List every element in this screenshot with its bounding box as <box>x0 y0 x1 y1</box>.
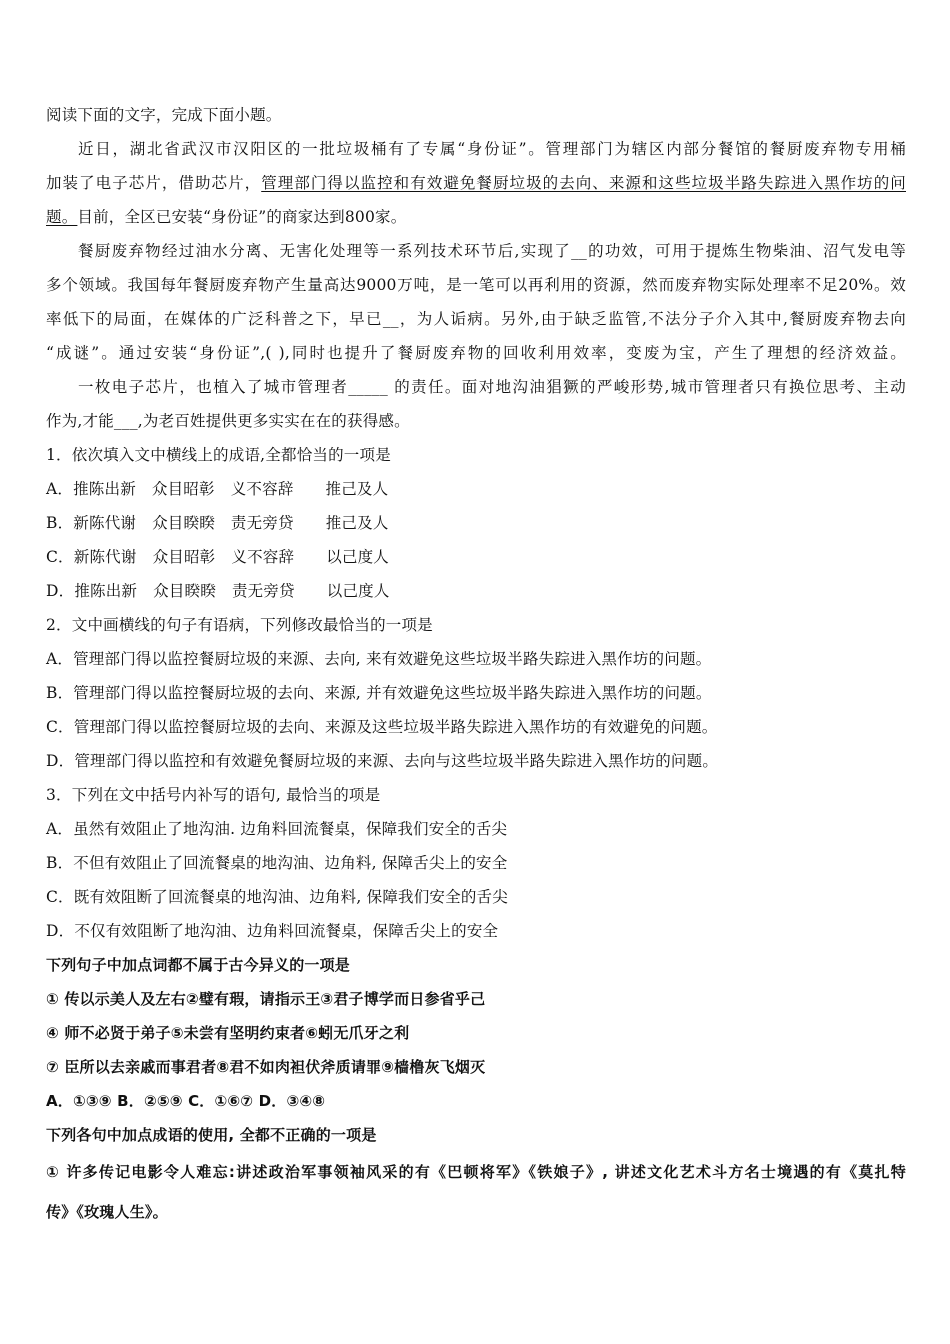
answer-option[interactable]: D．管理部门得以监控和有效避免餐厨垃圾的来源、去向与这些垃圾半路失踪进入黑作坊的问题。 <box>46 752 719 770</box>
option-item: 责无旁贷 <box>230 514 294 532</box>
option-item: 众目昭彰 <box>152 548 216 566</box>
option-item: 新陈代谢 <box>73 514 137 532</box>
question-5 <box>46 1118 906 1232</box>
question-item-line: ④ 师不必贤于弟子⑤未尝有坚明约束者⑥蚓无爪牙之利 <box>46 1024 410 1042</box>
question-item-line: ① 许多传记电影令人难忘:讲述政治军事领袖风采的有《巴顿将军》《铁娘子》, 讲述文化艺术斗方名士境遇的有《莫扎特 <box>46 1163 906 1181</box>
answer-option[interactable] <box>46 472 906 506</box>
option-item: 众目昭彰 <box>151 480 215 498</box>
option-item: 以己度人 <box>326 582 390 600</box>
underlined-sentence: 题。 <box>46 208 78 226</box>
question-stem: 2．文中画横线的句子有语病，下列修改最恰当的一项是 <box>46 616 433 634</box>
option-item: 义不容辞 <box>230 480 294 498</box>
passage-text: 加装了电子芯片，借助芯片， <box>46 174 262 192</box>
question-item-line: ⑦ 臣所以去亲戚而事君者⑧君不如肉袒伏斧质请罪⑨樯橹灰飞烟灭 <box>46 1058 486 1076</box>
passage-line: “成谜”。通过安装“身份证”,( ),同时也提升了餐厨废弃物的回收利用效率，变废为宝，产生了理想的经济效益。 <box>46 344 906 362</box>
answer-option[interactable]: A．管理部门得以监控餐厨垃圾的来源、去向, 来有效避免这些垃圾半路失踪进入黑作坊的问题。 <box>46 650 712 668</box>
answer-option[interactable]: B．管理部门得以监控餐厨垃圾的去向、来源, 并有效避免这些垃圾半路失踪进入黑作坊的问题。 <box>46 684 712 702</box>
option-key: C． <box>46 548 74 566</box>
question-item-line: 传》《玫瑰人生》。 <box>46 1203 168 1221</box>
intro-instruction: 阅读下面的文字，完成下面小题。 <box>46 106 282 124</box>
option-item: 推己及人 <box>325 514 389 532</box>
option-key: B． <box>46 514 74 532</box>
answer-option[interactable]: D．不仅有效阻断了地沟油、边角料回流餐桌，保障舌尖上的安全 <box>46 922 499 940</box>
answer-option[interactable] <box>46 540 906 574</box>
answer-option[interactable] <box>46 574 906 608</box>
option-item: 推陈出新 <box>74 582 138 600</box>
question-item-line: ① 传以示美人及左右②璧有瑕，请指示王③君子博学而日参省乎己 <box>46 990 486 1008</box>
passage-line <box>46 166 906 200</box>
option-item: 推陈出新 <box>73 480 136 498</box>
passage-line: 率低下的局面，在媒体的广泛科普之下，早已__，为人诟病。另外,由于缺乏监管,不法分子介入其中,餐厨废弃物去向 <box>46 310 906 328</box>
option-item: 责无旁贷 <box>231 582 295 600</box>
passage-line <box>46 200 906 234</box>
option-key: A． <box>46 480 74 498</box>
reading-passage <box>46 132 906 438</box>
passage-line: 一枚电子芯片，也植入了城市管理者_____ 的责任。面对地沟油猖獗的严峻形势,城市管理者只有换位思考、主动 <box>78 378 906 396</box>
document-page <box>46 98 906 1232</box>
option-item: 推己及人 <box>325 480 389 498</box>
option-item: 义不容辞 <box>231 548 295 566</box>
answer-option[interactable]: B．不但有效阻止了回流餐桌的地沟油、边角料, 保障舌尖上的安全 <box>46 854 508 872</box>
passage-line: 作为,才能___,为老百姓提供更多实实在在的获得感。 <box>46 412 410 430</box>
passage-text: 目前，全区已安装“身份证”的商家达到800家。 <box>77 208 407 226</box>
answer-option[interactable] <box>46 506 906 540</box>
passage-line: 餐厨废弃物经过油水分离、无害化处理等一系列技术环节后,实现了__的功效，可用于提炼生物柴油、沼气发电等 <box>78 242 906 260</box>
option-key: D． <box>46 582 75 600</box>
underlined-sentence: 管理部门得以监控和有效避免餐厨垃圾的去向、来源和这些垃圾半路失踪进入黑作坊的问 <box>261 174 906 192</box>
question-stem: 1．依次填入文中横线上的成语,全都恰当的一项是 <box>46 446 391 464</box>
question-3 <box>46 778 906 948</box>
question-stem: 3．下列在文中括号内补写的语句, 最恰当的项是 <box>46 786 381 804</box>
question-stem: 下列各句中加点成语的使用, 全都不正确的一项是 <box>46 1126 377 1144</box>
passage-line: 多个领域。我国每年餐厨废弃物产生量高达9000万吨，是一笔可以再利用的资源，然而废弃物实际处理率不足20%。效 <box>46 276 906 294</box>
question-stem: 下列句子中加点词都不属于古今异义的一项是 <box>46 956 351 974</box>
answer-option[interactable]: C．既有效阻断了回流餐桌的地沟油、边角料, 保障我们安全的舌尖 <box>46 888 508 906</box>
passage-line: 近日，湖北省武汉市汉阳区的一批垃圾桶有了专属“身份证”。管理部门为辖区内部分餐馆的餐厨废弃物专用桶 <box>78 140 906 158</box>
option-item: 以己度人 <box>326 548 390 566</box>
answer-option[interactable]: C．管理部门得以监控餐厨垃圾的去向、来源及这些垃圾半路失踪进入黑作坊的有效避免的问题。 <box>46 718 718 736</box>
answer-option[interactable]: A．虽然有效阻止了地沟油. 边角料回流餐桌，保障我们安全的舌尖 <box>46 820 508 838</box>
question-2 <box>46 608 906 778</box>
question-4 <box>46 948 906 1118</box>
option-item: 众目睽睽 <box>152 514 215 532</box>
question-1 <box>46 438 906 608</box>
answer-options[interactable]: A．①③⑨ B．②⑤⑨ C．①⑥⑦ D．③④⑧ <box>46 1092 326 1110</box>
option-item: 新陈代谢 <box>73 548 137 566</box>
option-item: 众目睽睽 <box>153 582 216 600</box>
